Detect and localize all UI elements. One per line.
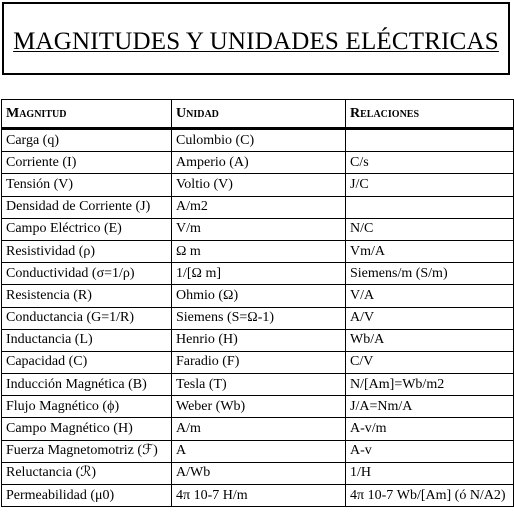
cell-magnitud: Corriente (I) bbox=[2, 152, 172, 174]
cell-relaciones: N/C bbox=[346, 218, 514, 240]
cell-magnitud: Densidad de Corriente (J) bbox=[2, 196, 172, 218]
cell-relaciones: A-v bbox=[346, 440, 514, 462]
cell-unidad: Faradio (F) bbox=[172, 351, 346, 373]
cell-unidad: Weber (Wb) bbox=[172, 396, 346, 418]
cell-magnitud: Permeabilidad (μ0) bbox=[2, 485, 172, 507]
table-row bbox=[2, 174, 514, 196]
cell-unidad: Henrio (H) bbox=[172, 329, 346, 351]
cell-magnitud: Resistencia (R) bbox=[2, 285, 172, 307]
cell-unidad: V/m bbox=[172, 218, 346, 240]
cell-unidad: A bbox=[172, 440, 346, 462]
table-row bbox=[2, 263, 514, 285]
cell-unidad: Ohmio (Ω) bbox=[172, 285, 346, 307]
cell-unidad: Voltio (V) bbox=[172, 174, 346, 196]
cell-relaciones: J/C bbox=[346, 174, 514, 196]
table-row bbox=[2, 285, 514, 307]
cell-relaciones: 1/H bbox=[346, 462, 514, 484]
cell-magnitud: Resistividad (ρ) bbox=[2, 240, 172, 262]
table-header-row bbox=[2, 100, 514, 129]
header-relaciones: Relaciones bbox=[346, 100, 514, 129]
cell-relaciones: Vm/A bbox=[346, 240, 514, 262]
cell-magnitud: Conductancia (G=1/R) bbox=[2, 307, 172, 329]
header-unidad: Unidad bbox=[172, 100, 346, 129]
cell-relaciones: N/[Am]=Wb/m2 bbox=[346, 374, 514, 396]
cell-unidad: A/Wb bbox=[172, 462, 346, 484]
cell-magnitud: Carga (q) bbox=[2, 129, 172, 152]
table-row bbox=[2, 374, 514, 396]
table-row bbox=[2, 351, 514, 373]
cell-unidad: Siemens (S=Ω-1) bbox=[172, 307, 346, 329]
cell-unidad: 1/[Ω m] bbox=[172, 263, 346, 285]
cell-relaciones: Siemens/m (S/m) bbox=[346, 263, 514, 285]
cell-magnitud: Campo Eléctrico (E) bbox=[2, 218, 172, 240]
cell-unidad: A/m2 bbox=[172, 196, 346, 218]
cell-magnitud: Fuerza Magnetomotriz (ℱ) bbox=[2, 440, 172, 462]
cell-magnitud: Inductancia (L) bbox=[2, 329, 172, 351]
table-row bbox=[2, 218, 514, 240]
table-row bbox=[2, 418, 514, 440]
cell-magnitud: Capacidad (C) bbox=[2, 351, 172, 373]
cell-relaciones bbox=[346, 129, 514, 152]
cell-unidad: Ω m bbox=[172, 240, 346, 262]
cell-relaciones: A/V bbox=[346, 307, 514, 329]
cell-magnitud: Conductividad (σ=1/ρ) bbox=[2, 263, 172, 285]
cell-unidad: Amperio (A) bbox=[172, 152, 346, 174]
cell-relaciones: V/A bbox=[346, 285, 514, 307]
page-title: MAGNITUDES Y UNIDADES ELÉCTRICAS bbox=[13, 28, 499, 55]
cell-relaciones: J/A=Nm/A bbox=[346, 396, 514, 418]
table-row bbox=[2, 196, 514, 218]
table-row bbox=[2, 240, 514, 262]
units-table bbox=[1, 99, 514, 507]
cell-relaciones: C/s bbox=[346, 152, 514, 174]
table-row bbox=[2, 396, 514, 418]
table-row bbox=[2, 152, 514, 174]
table-row bbox=[2, 307, 514, 329]
table-row bbox=[2, 485, 514, 507]
table-row bbox=[2, 440, 514, 462]
cell-magnitud: Inducción Magnética (B) bbox=[2, 374, 172, 396]
cell-unidad: Culombio (C) bbox=[172, 129, 346, 152]
cell-relaciones: A-v/m bbox=[346, 418, 514, 440]
table-row bbox=[2, 329, 514, 351]
table-row bbox=[2, 462, 514, 484]
cell-magnitud: Campo Magnético (H) bbox=[2, 418, 172, 440]
title-box bbox=[2, 2, 510, 75]
cell-unidad: 4π 10-7 H/m bbox=[172, 485, 346, 507]
cell-magnitud: Reluctancia (ℛ) bbox=[2, 462, 172, 484]
header-magnitud: Magnitud bbox=[2, 100, 172, 129]
cell-relaciones: Wb/A bbox=[346, 329, 514, 351]
cell-unidad: Tesla (T) bbox=[172, 374, 346, 396]
cell-magnitud: Flujo Magnético (ϕ) bbox=[2, 396, 172, 418]
cell-magnitud: Tensión (V) bbox=[2, 174, 172, 196]
cell-relaciones bbox=[346, 196, 514, 218]
cell-unidad: A/m bbox=[172, 418, 346, 440]
table-row bbox=[2, 129, 514, 152]
cell-relaciones: 4π 10-7 Wb/[Am] (ó N/A2) bbox=[346, 485, 514, 507]
cell-relaciones: C/V bbox=[346, 351, 514, 373]
